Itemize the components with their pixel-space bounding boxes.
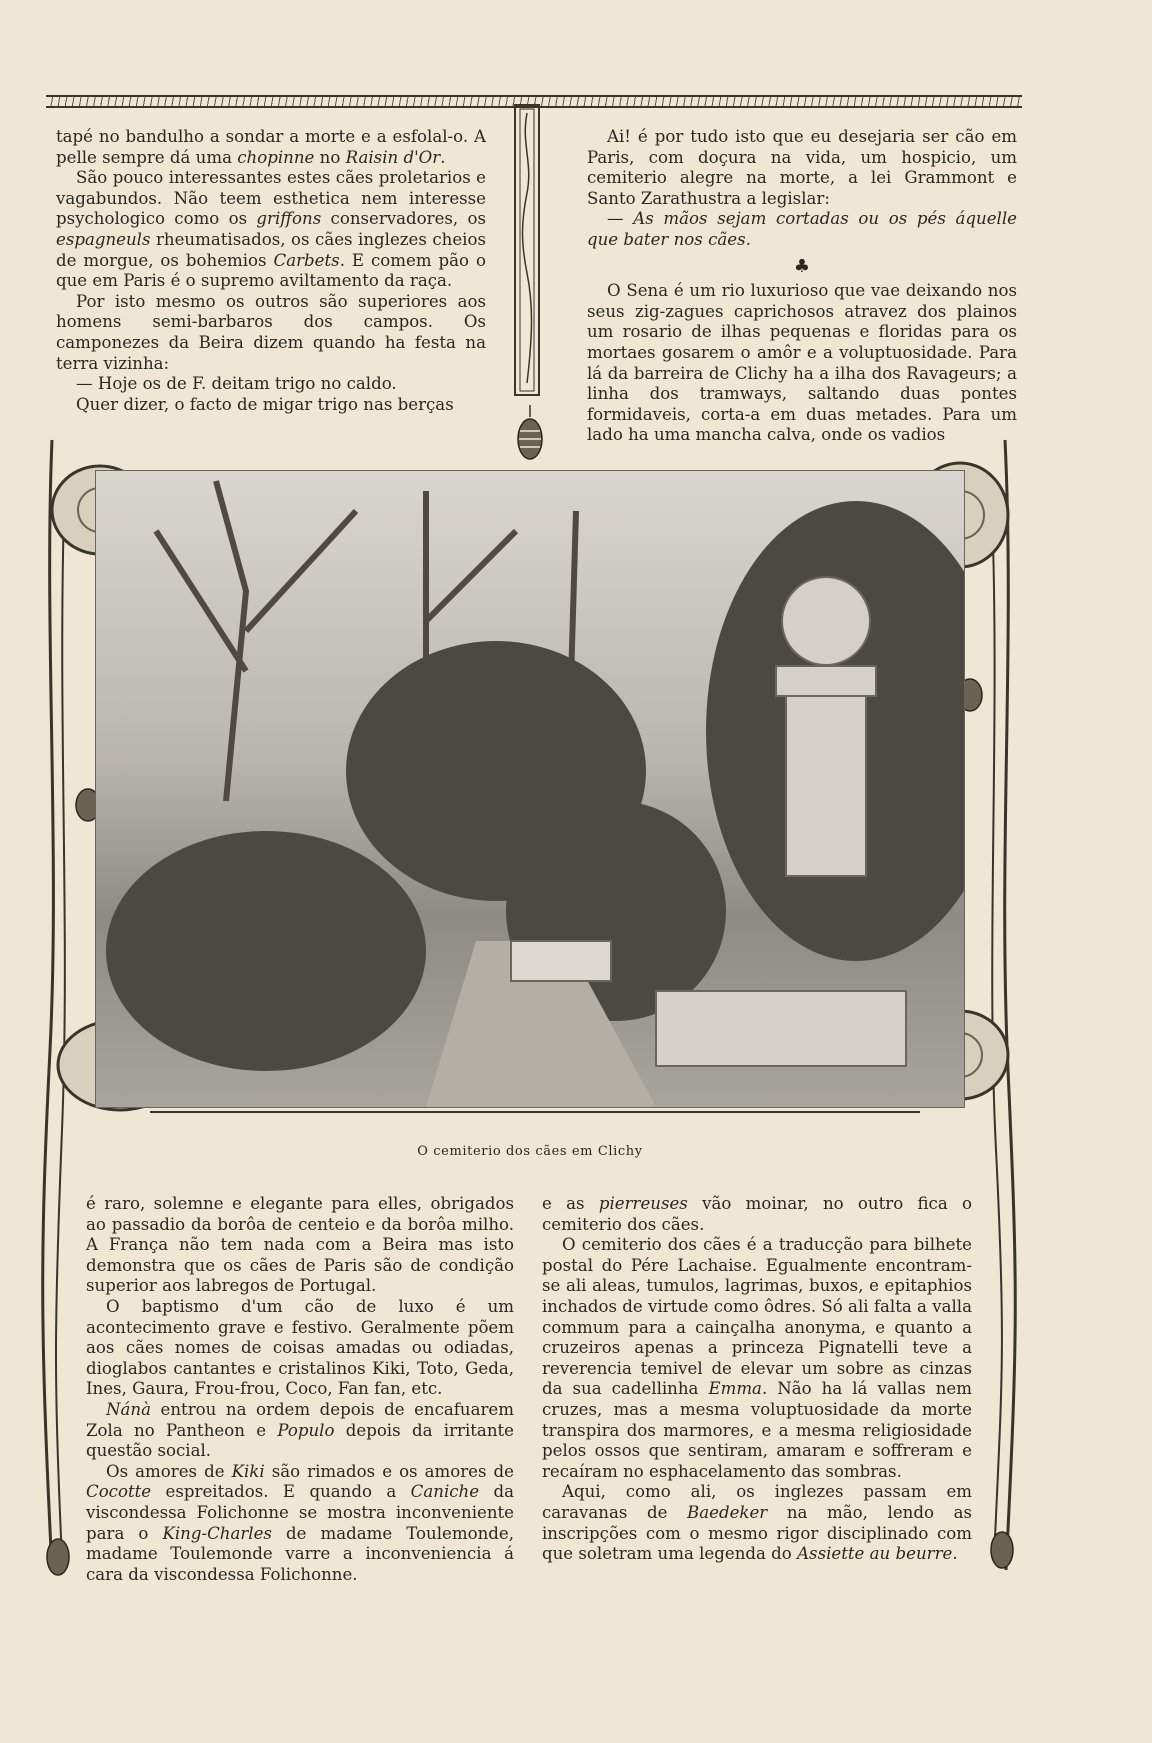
paragraph: e as pierreuses vão moinar, no outro fica o cemiterio dos cães. bbox=[542, 1194, 973, 1234]
paragraph: — Hoje os de F. deitam trigo no caldo. bbox=[76, 374, 397, 394]
club-ornament-icon: ♣ bbox=[793, 255, 811, 277]
column-divider-ornament bbox=[512, 103, 542, 398]
paragraph: O Sena é um rio luxurioso que vae deixando nos seus zig-zagues caprichosos atravez dos plainos um rosario de ilhas pequenas e floridas para os mortaes gosarem o amôr e a voluptuosidade. Para lá da barreira de Clichy ha a ilha dos Ravageurs; a linha dos tramways, saltando duas pontes formidaveis, corta-a em duas metades. Para um lado ha uma mancha calva, onde os vadios bbox=[587, 281, 1017, 445]
photo-caption: O cemiterio dos cães em Clichy bbox=[417, 1144, 643, 1159]
paragraph: São pouco interessantes estes cães proletarios e vagabundos. Não teem esthetica nem interesse psychologico como os griffons conservadores, os espagneuls rheumatisados, os cães inglezes cheios de morgue, os bohemios Carbets. E comem pão o que em Paris é o supremo aviltamento da raça. bbox=[56, 168, 487, 291]
paragraph: O baptismo d'um cão de luxo é um acontecimento grave e festivo. Geralmente põem aos cães nomes de coisas amadas ou odiadas, dioglabos cantantes e cristalinos Kiki, Toto, Geda, Ines, Gaura, Frou-frou, Coco, Fan fan, etc. bbox=[86, 1296, 514, 1399]
text-column-top-right bbox=[587, 127, 1017, 446]
paragraph: Quer dizer, o facto de migar trigo nas berças bbox=[76, 394, 454, 414]
photo-illustration bbox=[96, 471, 964, 1107]
paragraph: Os amores de Kiki são rimados e os amores de Cocotte espreitados. E quando a Caniche da viscondessa Folichonne se mostra inconveniente para o King-Charles de madame Toulemonde, madame Toulemonde varre a inconveniencia á cara da viscondessa Folichonne. bbox=[86, 1461, 514, 1584]
paragraph: Aqui, como ali, os inglezes passam em caravanas de Baedeker na mão, lendo as inscripções com o mesmo rigor disciplinado com que soletram uma legenda do Assiette au beurre. bbox=[542, 1482, 972, 1564]
text-column-top-left bbox=[56, 127, 486, 415]
text-column-bottom-right bbox=[542, 1194, 972, 1565]
paragraph: tapé no bandulho a sondar a morte e a esfolal-o. A pelle sempre dá uma chopinne no Raisin d'Or. bbox=[56, 127, 486, 167]
paragraph: Ai! é por tudo isto que eu desejaria ser cão em Paris, com doçura na vida, um hospicio, um cemiterio alegre na morte, a lei Grammont e Santo Zarathustra a legislar: bbox=[587, 127, 1017, 208]
text-column-bottom-left bbox=[86, 1194, 514, 1585]
paragraph: Nánà entrou na ordem depois de encafuarem Zola no Pantheon e Populo depois da irritante questão social. bbox=[86, 1399, 514, 1461]
paragraph: Por isto mesmo os outros são superiores aos homens semi-barbaros dos campos. Os camponezes da Beira dizem quando ha festa na terra vizinha: bbox=[56, 291, 486, 373]
paragraph: O cemiterio dos cães é a traducção para bilhete postal do Pére Lachaise. Egualmente encontram-se ali aleas, tumulos, lagrimas, buxos, e epitaphios inchados de virtude como ôdres. Só ali falta a valla commum para a cainçalha anonyma, e quanto a cruzeiros apenas a princeza Pignatelli teve a reverencia temivel de elevar um sobre as cinzas da sua cadellinha Emma. Não ha lá vallas nem cruzes, mas a mesma voluptuosidade da morte transpira dos marmores, e a mesma religiosidade pelos ossos que sentiram, amaram e soffreram e recaíram no esphacelamento das sombras. bbox=[542, 1235, 972, 1481]
paragraph: é raro, solemne e elegante para elles, obrigados ao passadio da borôa de centeio e da borôa milho. A França não tem nada com a Beira mas isto demonstra que os cães de Paris são de condição superior aos labregos de Portugal. bbox=[86, 1194, 514, 1296]
quoted-paragraph: — As mãos sejam cortadas ou os pés áquelle que bater nos cães. bbox=[587, 209, 1017, 249]
cemetery-photograph bbox=[95, 470, 965, 1108]
